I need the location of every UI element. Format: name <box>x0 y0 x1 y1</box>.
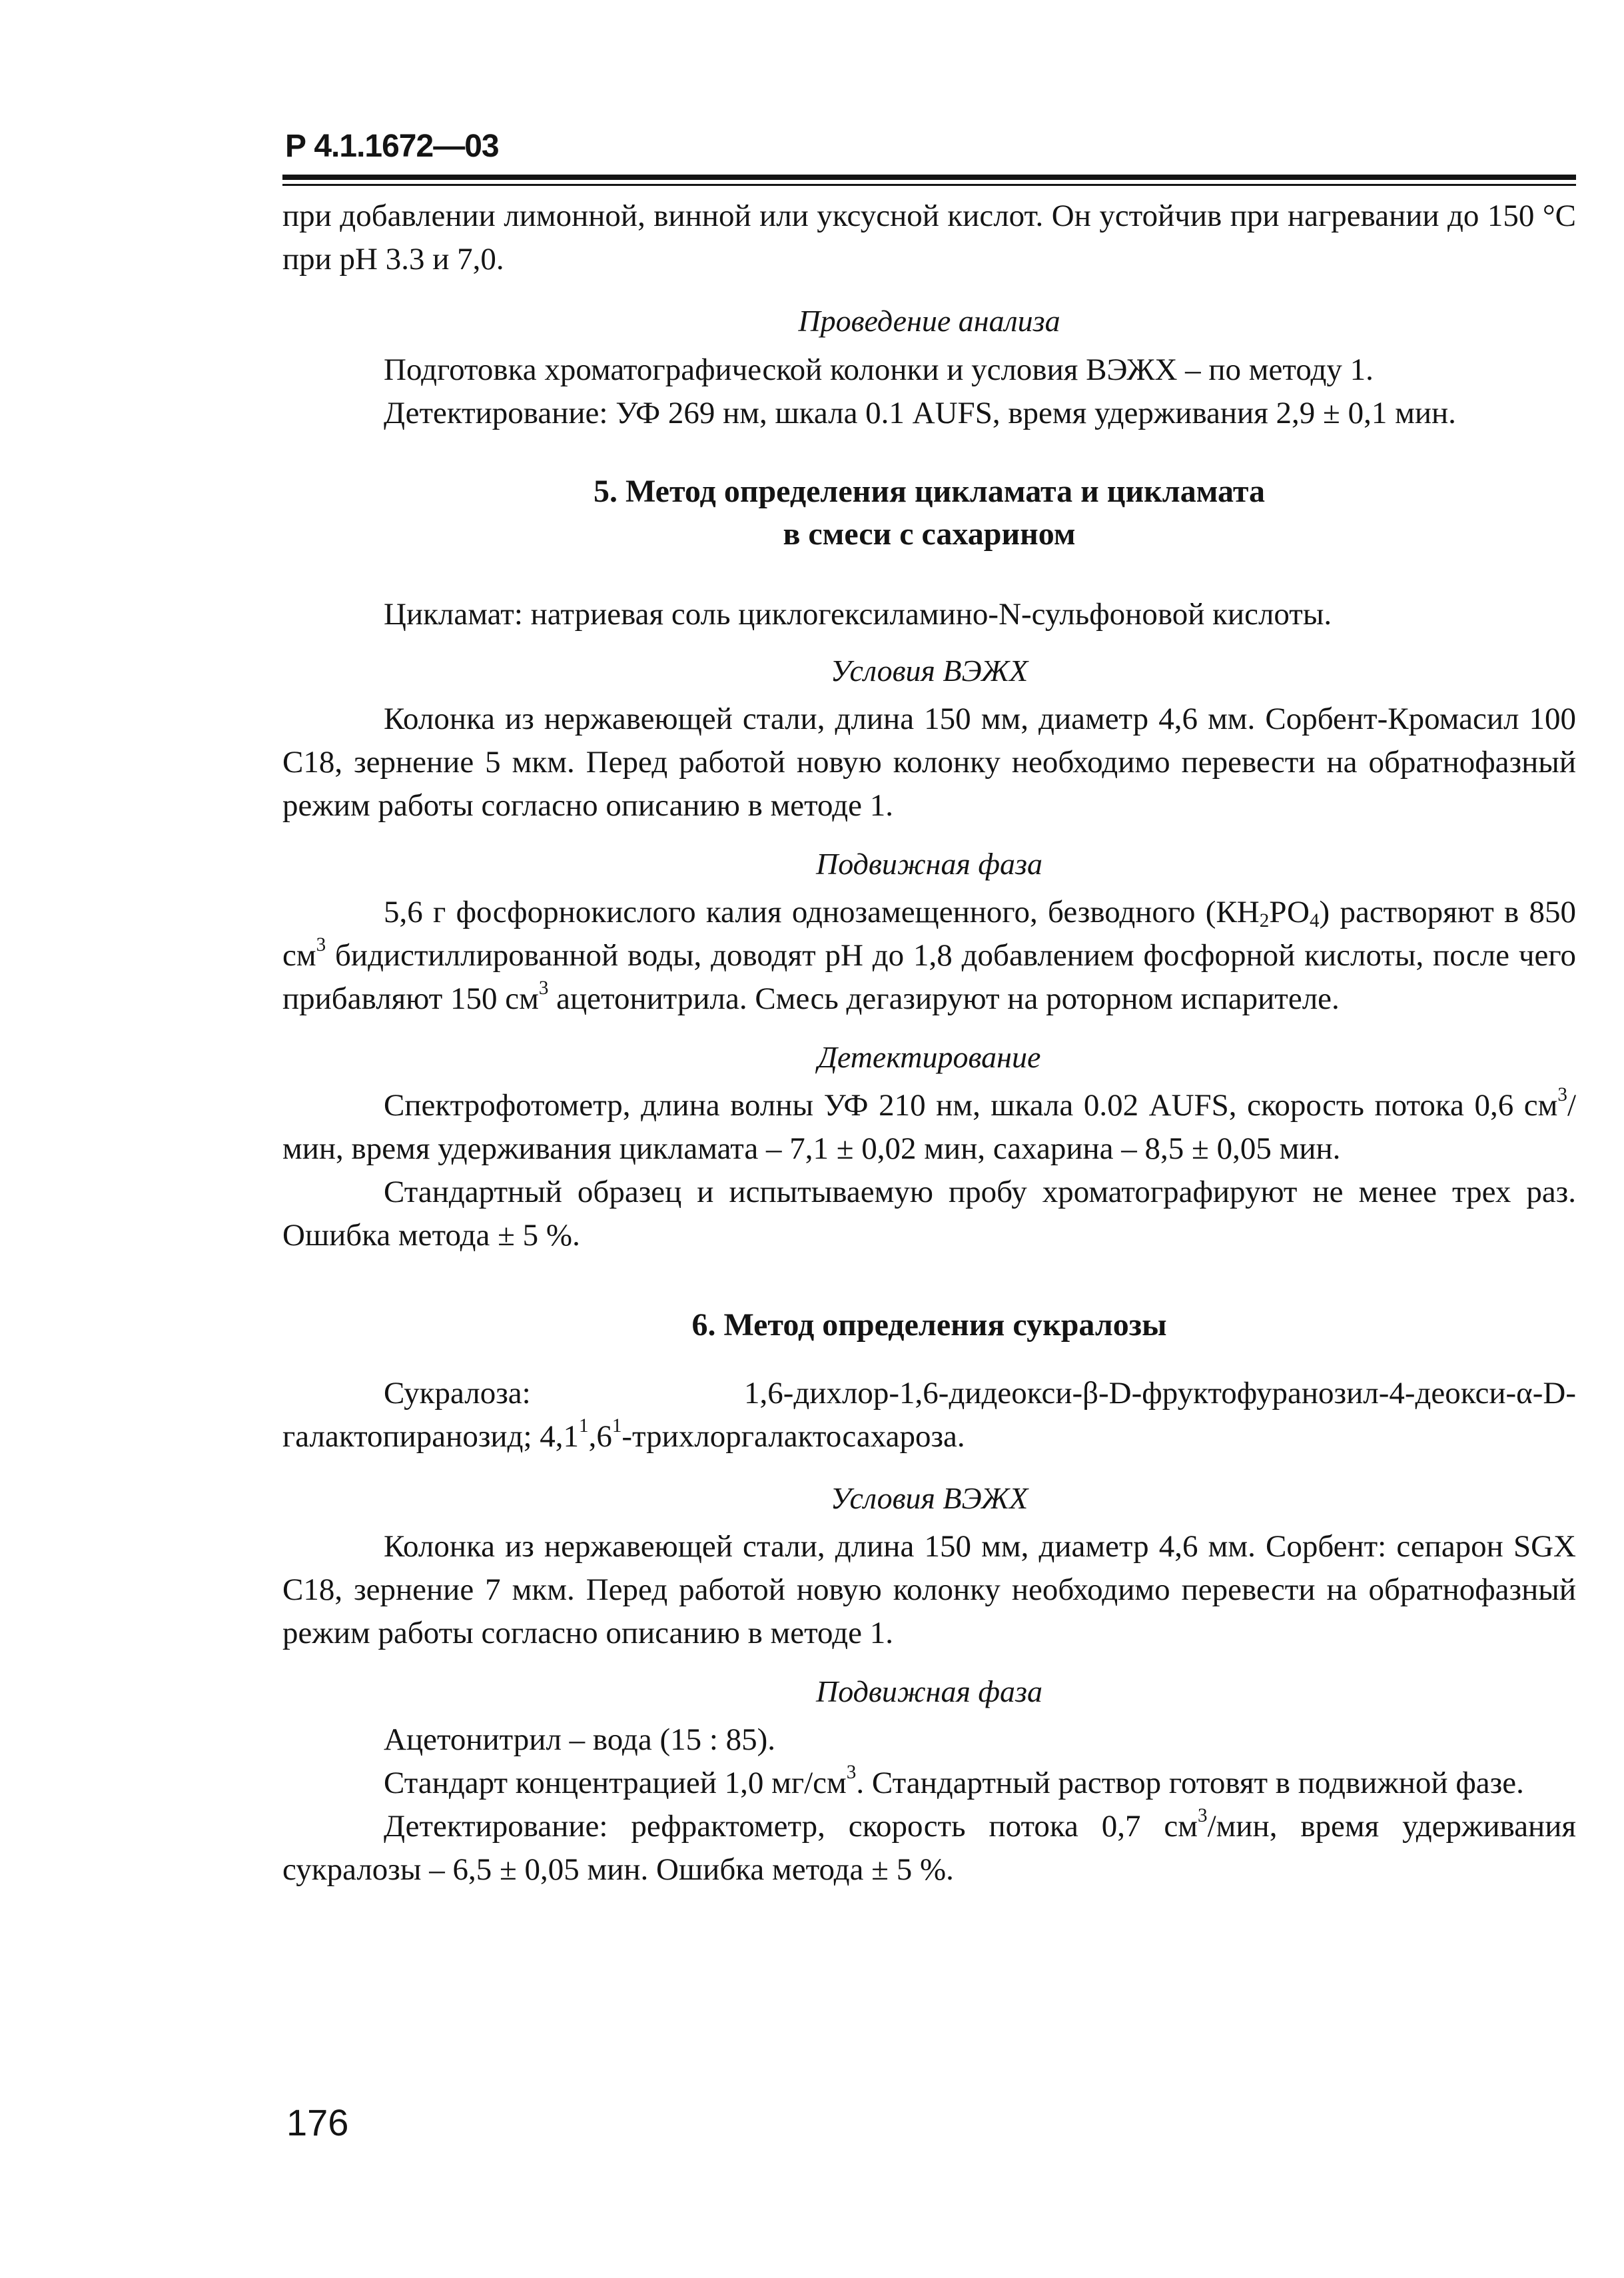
section-5-title-line-2: в смеси с сахарином <box>783 516 1076 552</box>
analysis-line-1: Подготовка хроматографической колонки и условия ВЭЖХ – по методу 1. <box>384 352 1374 387</box>
header-rule-thick <box>282 175 1576 180</box>
analysis-heading: Проведение анализа <box>798 304 1060 338</box>
analysis-line-2: Детектирование: УФ 269 нм, шкала 0.1 AUFS, время удерживания 2,9 ± 0,1 мин. <box>384 396 1456 430</box>
header-rule-thin <box>282 184 1576 186</box>
section-5-hplc-text: Колонка из нержавеющей стали, длина 150 мм, диаметр 4,6 мм. Сорбент-Кромасил 100 С18, зернение 5 мкм. Перед работой новую колонку необходимо перевести на обратнофазный режим работы согласно описанию в методе 1. <box>282 702 1576 823</box>
section-5-mobile-text: 5,6 г фосфорнокислого калия однозамещенного, безводного $(КН_2РО_4)$ растворяют в 850 $см^3$ бидистиллированной воды, доводят рН до 1,8 добавлением фосфорной кислоты, после чего прибавляют 150 $см^3$ ацетонитрила. Смесь дегазируют на роторном испарителе. <box>282 895 1576 1016</box>
section-5-title-line-1: 5. Метод определения цикламата и цикламата <box>594 474 1265 509</box>
sucralose-definition: Сукралоза: 1,6-дихлор-1,6-дидеокси-β-D-фруктофуранозил-4-деокси-α-D-галактопиранозид; $4,1^1,6^1$-трихлоргалактосахароза. <box>282 1376 1576 1454</box>
section-5-mobile-heading: Подвижная фаза <box>816 847 1042 881</box>
section-6-title: 6. Метод определения сукралозы <box>691 1307 1167 1343</box>
document-number: Р 4.1.1672—03 <box>285 129 499 164</box>
section-5-standard-text: Стандартный образец и испытываемую пробу хроматографируют не менее трех раз. Ошибка метода ± 5 %. <box>282 1175 1576 1253</box>
section-6-standard-text: Стандарт концентрацией 1,0 $мг/см^3$. Стандартный раствор готовят в подвижной фазе. <box>384 1762 1524 1800</box>
section-6-mobile-line: Ацетонитрил – вода (15 : 85). <box>384 1722 776 1757</box>
section-6-hplc-heading: Условия ВЭЖХ <box>830 1481 1028 1515</box>
section-6-detect-text: Детектирование: рефрактометр, скорость потока 0,7 $см^3$/мин, время удерживания сукралозы – 6,5 ± 0,05 мин. Ошибка метода ± 5 %. <box>282 1805 1576 1887</box>
section-6-hplc-text: Колонка из нержавеющей стали, длина 150 мм, диаметр 4,6 мм. Сорбент: сепарон SGX С18, зернение 7 мкм. Перед работой новую колонку необходимо перевести на обратнофазный режим работы согласно описанию в методе 1. <box>282 1529 1576 1650</box>
section-6-mobile-heading: Подвижная фаза <box>816 1674 1042 1708</box>
section-5-detect-text: Спектрофотометр, длина волны УФ 210 нм, шкала 0.02 AUFS, скорость потока 0,6 $см^3$/мин, время удерживания цикламата – 7,1 ± 0,02 мин, сахарина – 8,5 ± 0,05 мин. <box>282 1084 1576 1166</box>
intro-paragraph: при добавлении лимонной, винной или уксусной кислот. Он устойчив при нагревании до 150 °С при рН 3.3 и 7,0. <box>282 199 1576 277</box>
section-5-detect-heading: Детектирование <box>817 1040 1041 1074</box>
page-number: 176 <box>286 2101 349 2143</box>
section-5-hplc-heading: Условия ВЭЖХ <box>830 654 1028 688</box>
cyclamate-definition: Цикламат: натриевая соль циклогексиламино-N-сульфоновой кислоты. <box>384 597 1332 632</box>
page-content <box>282 195 1576 1892</box>
